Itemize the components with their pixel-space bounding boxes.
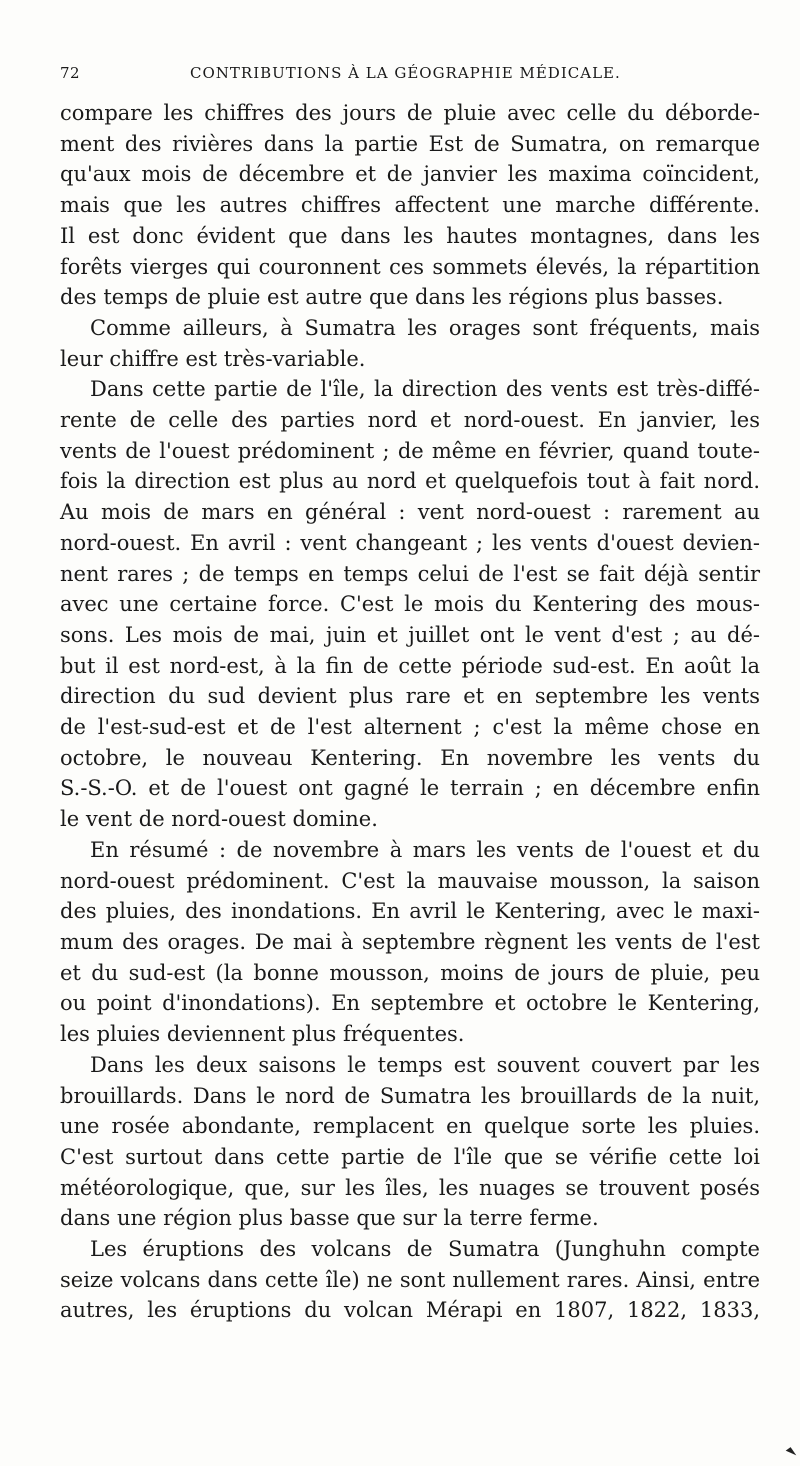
text-line: nord-ouest prédominent. C'est la mauvaise mousson, la saison xyxy=(60,868,760,893)
running-title: CONTRIBUTIONS À LA GÉOGRAPHIE MÉDICALE. xyxy=(190,64,621,82)
text-line: mum des orages. De mai à septembre règnent les vents de l'est xyxy=(60,929,760,954)
text-line: météorologique, que, sur les îles, les nuages se trouvent posés xyxy=(60,1175,760,1200)
text-line: Dans cette partie de l'île, la direction des vents est très-diffé- xyxy=(90,377,760,402)
paragraph-3 xyxy=(60,374,760,835)
text-line: mais que les autres chiffres affectent une marche différente. xyxy=(60,193,760,218)
text-line: brouillards. Dans le nord de Sumatra les brouillards de la nuit, xyxy=(60,1083,760,1108)
page-header xyxy=(60,64,760,90)
text-line: but il est nord-est, à la fin de cette période sud-est. En août la xyxy=(60,653,760,678)
text-line: vents de l'ouest prédominent ; de même en février, quand toute- xyxy=(60,438,760,463)
text-line: seize volcans dans cette île) ne sont nullement rares. Ainsi, entre xyxy=(60,1267,760,1292)
paragraph-2 xyxy=(60,313,760,374)
paragraph-5 xyxy=(60,1050,760,1234)
text-line: S.-S.-O. et de l'ouest ont gagné le terrain ; en décembre enfin xyxy=(60,776,760,801)
text-line: fois la direction est plus au nord et quelquefois tout à fait nord. xyxy=(60,469,760,494)
text-line: nord-ouest. En avril : vent changeant ; les vents d'ouest devien- xyxy=(60,530,760,555)
text-line: octobre, le nouveau Kentering. En novembre les vents du xyxy=(60,745,760,770)
text-line: une rosée abondante, remplacent en quelque sorte les pluies. xyxy=(60,1114,760,1139)
text-line: Au mois de mars en général : vent nord-ouest : rarement au xyxy=(60,500,760,525)
body-text xyxy=(60,98,760,1326)
paragraph-6 xyxy=(60,1234,760,1326)
text-line: et du sud-est (la bonne mousson, moins de jours de pluie, peu xyxy=(60,960,760,985)
text-line: Les éruptions des volcans de Sumatra (Junghuhn compte xyxy=(90,1237,760,1262)
text-line: Dans les deux saisons le temps est souvent couvert par les xyxy=(90,1052,760,1077)
paragraph-1 xyxy=(60,98,760,313)
text-line: sons. Les mois de mai, juin et juillet ont le vent d'est ; au dé- xyxy=(60,622,760,647)
text-line: des temps de pluie est autre que dans les régions plus basses. xyxy=(60,285,724,310)
corner-mark-icon xyxy=(786,1447,797,1459)
text-line: compare les chiffres des jours de pluie avec celle du déborde- xyxy=(60,101,760,125)
text-line: Comme ailleurs, à Sumatra les orages sont fréquents, mais xyxy=(90,315,760,340)
paragraph-4 xyxy=(60,835,760,1050)
text-line: les pluies deviennent plus fréquentes. xyxy=(60,1022,465,1047)
text-line: de l'est-sud-est et de l'est alternent ; c'est la même chose en xyxy=(60,715,760,740)
text-line: dans une région plus basse que sur la terre ferme. xyxy=(60,1206,599,1231)
text-line: autres, les éruptions du volcan Mérapi en 1807, 1822, 1833, xyxy=(60,1298,760,1323)
page-number: 72 xyxy=(60,64,81,82)
text-line: ou point d'inondations). En septembre et octobre le Kentering, xyxy=(60,991,760,1016)
text-line: En résumé : de novembre à mars les vents de l'ouest et du xyxy=(90,837,760,862)
text-line: C'est surtout dans cette partie de l'île que se vérifie cette loi xyxy=(60,1144,760,1169)
text-line: qu'aux mois de décembre et de janvier les maxima coïncident, xyxy=(60,162,760,187)
text-line: des pluies, des inondations. En avril le Kentering, avec le maxi- xyxy=(60,899,760,924)
text-line: Il est donc évident que dans les hautes montagnes, dans les xyxy=(60,223,760,248)
text-line: le vent de nord-ouest domine. xyxy=(60,807,378,832)
text-line: avec une certaine force. C'est le mois du Kentering des mous- xyxy=(60,592,760,617)
text-line: rente de celle des parties nord et nord-ouest. En janvier, les xyxy=(60,408,760,433)
text-line: ment des rivières dans la partie Est de Sumatra, on remarque xyxy=(60,131,760,156)
text-line: forêts vierges qui couronnent ces sommets élevés, la répartition xyxy=(60,254,760,279)
text-line: direction du sud devient plus rare et en septembre les vents xyxy=(60,684,760,709)
text-line: leur chiffre est très-variable. xyxy=(60,346,366,371)
text-line: nent rares ; de temps en temps celui de l'est se fait déjà sentir xyxy=(60,561,760,586)
